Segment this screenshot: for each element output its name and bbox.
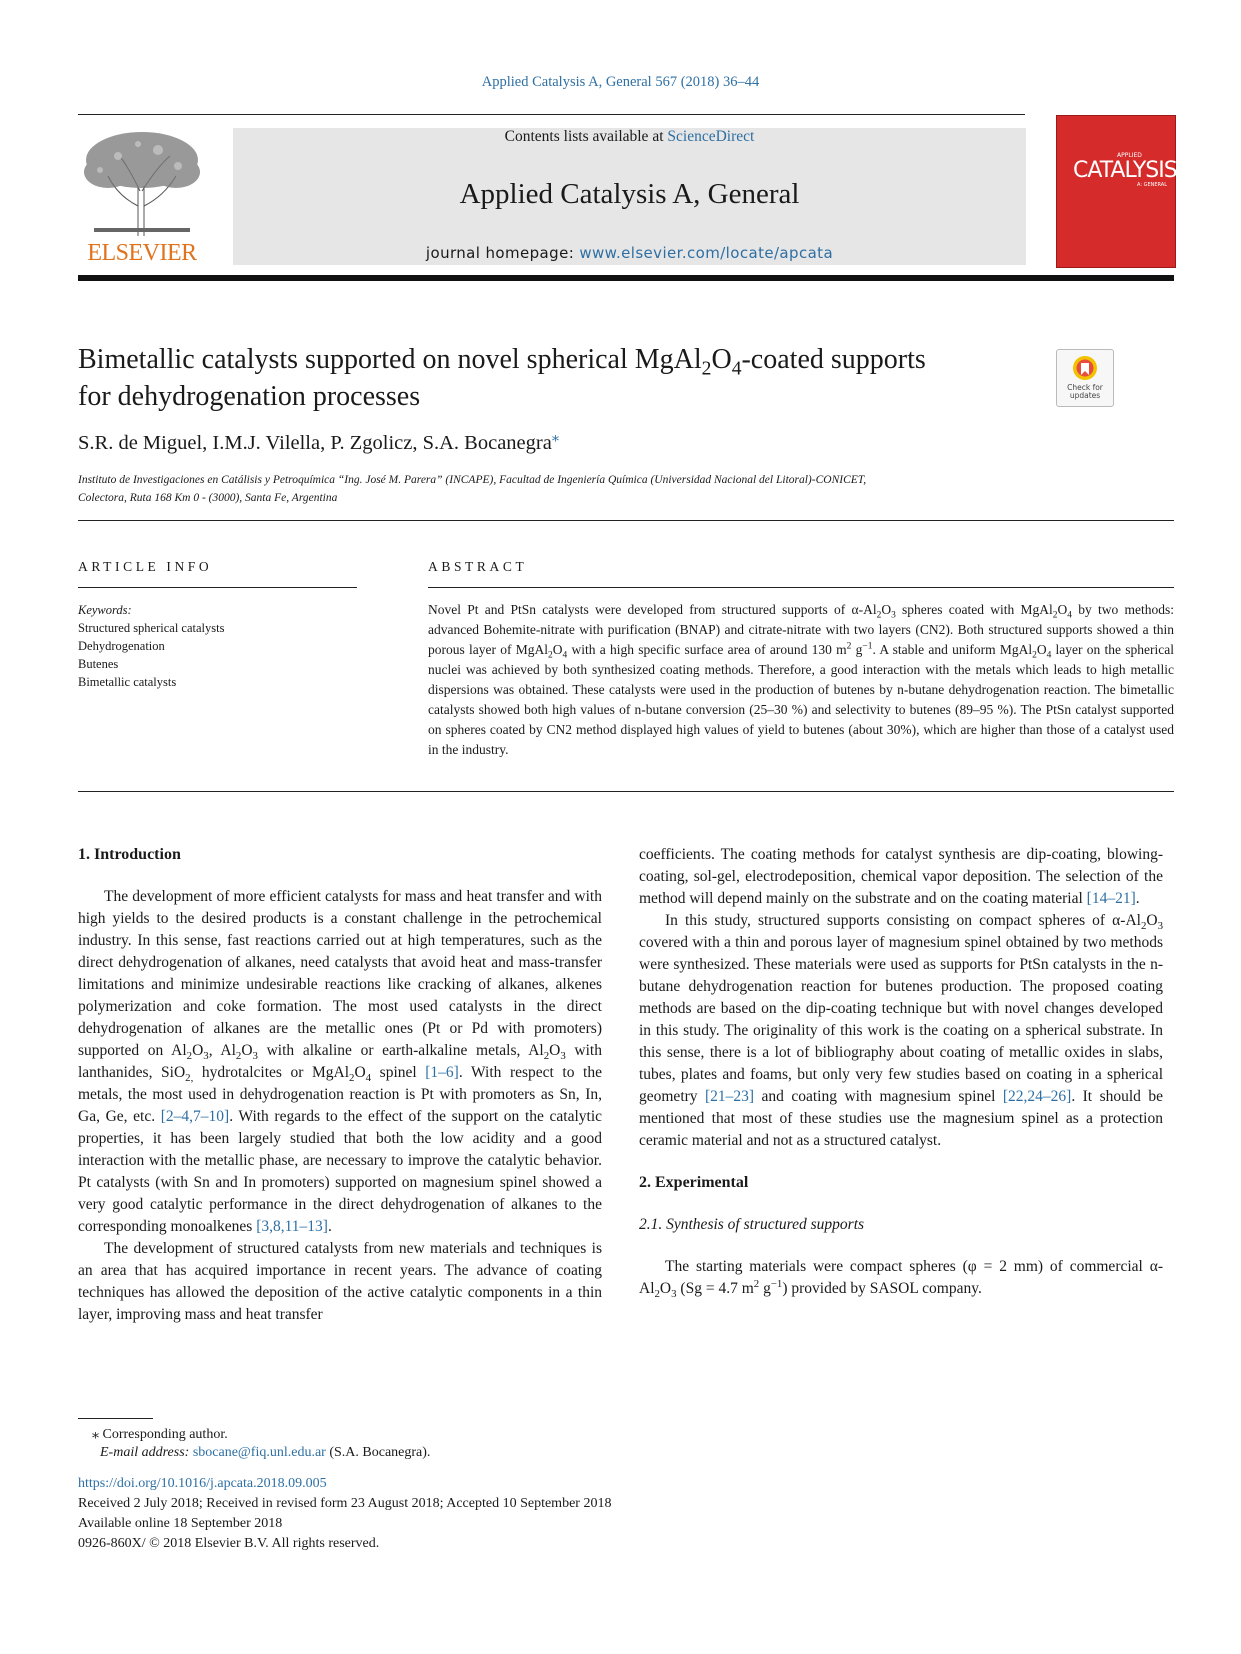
- bookmark-icon: [1072, 355, 1098, 383]
- contents-line: [233, 128, 1026, 146]
- paragraph: The starting materials were compact spheres (φ = 2 mm) of commercial $\alpha-Al_2O_3$ (Sg = 4.7 $m^2$ $g^{-1}$) provided by SASOL company.: [639, 1258, 1163, 1301]
- abstract-bottom-rule: [78, 791, 1174, 792]
- check-for-updates-button[interactable]: [1056, 349, 1114, 407]
- online-date: Available online 18 September 2018: [78, 1516, 283, 1531]
- doi-link[interactable]: https://doi.org/10.1016/j.apcata.2018.09.005: [78, 1476, 327, 1491]
- cover-title: CATALYSIS: [1073, 158, 1177, 183]
- body-left-column: [78, 844, 602, 1326]
- affiliation: Instituto de Investigaciones en Catálisis y Petroquímica “Ing. José M. Parera” (INCAPE), Facultad de Ingeniería Química (Universidad Nacional del Litoral)-CONICET, Colectora, Ruta 168 Km 0 - (3000), Santa Fe, Argentina: [78, 474, 867, 504]
- reference-link[interactable]: [1–6]: [425, 1064, 459, 1081]
- keyword-item: Bimetallic catalysts: [78, 675, 177, 689]
- affiliation-rule: [78, 520, 1174, 521]
- corresponding-author-note: ⁎ Corresponding author.: [92, 1427, 228, 1442]
- keyword-item: Dehydrogenation: [78, 639, 165, 653]
- section-heading-experimental: 2. Experimental: [639, 1174, 749, 1191]
- keyword-item: Butenes: [78, 657, 119, 671]
- author-list: S.R. de Miguel, I.M.J. Vilella, P. Zgolicz, S.A. Bocanegra⁎: [78, 429, 559, 454]
- article-info-heading: ARTICLE INFO: [78, 559, 213, 574]
- reference-link[interactable]: [3,8,11–13]: [256, 1218, 328, 1235]
- article-info-rule: [78, 587, 357, 588]
- reference-link[interactable]: [21–23]: [705, 1088, 755, 1105]
- copyright: 0926-860X/ © 2018 Elsevier B.V. All rights reserved.: [78, 1536, 380, 1551]
- paragraph: coefficients. The coating methods for catalyst synthesis are dip-coating, blowing-coating, sol-gel, electrodeposition, chemical vapor deposition. The selection of the method will depend mainly on the substrate and on the coating material [14–21].: [639, 846, 1163, 907]
- email-line: E-mail address: sbocane@fiq.unl.edu.ar (S.A. Bocanegra).: [100, 1445, 431, 1460]
- cover-small-text: APPLIED: [1117, 152, 1142, 159]
- subsection-heading: 2.1. Synthesis of structured supports: [639, 1216, 865, 1233]
- contents-prefix: Contents lists available at: [504, 128, 668, 145]
- reference-link[interactable]: [22,24–26]: [1002, 1088, 1072, 1105]
- check-updates-label: Check for updates: [1067, 383, 1103, 400]
- footnote-rule: [78, 1418, 153, 1419]
- keyword-item: Structured spherical catalysts: [78, 621, 225, 635]
- journal-citation[interactable]: Applied Catalysis A, General 567 (2018) 36–44: [481, 74, 760, 90]
- paragraph: The development of more efficient catalysts for mass and heat transfer and with high yields to the desired products is a constant challenge in the petrochemical industry. In this sense, fast reactions carried out at high temperatures, such as the direct dehydrogenation of alkanes, need catalysts that avoid heat and mass-transfer limitations and minimize undesirable reactions like cracking of alkanes, alkenes polymerization and coke formation. The most used catalysts in the direct dehydrogenation of alkanes are the metallic ones (Pt or Pd with promoters) supported on $Al_2O_3$, $Al_2O_3$ with alkaline or earth-alkaline metals, $Al_2O_3$ with lanthanides, SiO$_{2,}$ hydrotalcites or $MgAl_2O_4$ spinel [1–6]. With respect to the metals, the most used in dehydrogenation reaction is Pt with promoters as Sn, In, Ga, Ge, etc. [2–4,7–10]. With regards to the effect of the support on the catalytic properties, it has been largely studied that both the low acidity and a good interaction with the metallic phase, are necessary to improve the catalytic behavior. Pt catalysts (with Sn and In promoters) supported on magnesium spinel showed a very good catalytic performance in the direct dehydrogenation of alkanes to the corresponding monoalkenes [3,8,11–13].: [78, 888, 603, 1235]
- journal-header-box: [233, 128, 1026, 265]
- abstract-text: Novel Pt and PtSn catalysts were developed from structured supports of $\alpha-Al_2O_3$ spheres coated with $MgAl_2O_4$ by two methods: advanced Bohemite-nitrate with purification (BNAP) and citrate-nitrate with two layers (CN2). Both structured supports showed a thin porous layer of $MgAl_2O_4$ with a high specific surface area of around 130 $m^2$ $g^{-1}$. A stable and uniform $MgAl_2O_4$ layer on the spherical nuclei was achieved by both synthesized coating methods. Therefore, a good interaction with the metals which leads to high metallic dispersions was obtained. These catalysts were used in the production of butenes by n-butane dehydrogenation reaction. The bimetallic catalysts showed both high values of n-butane conversion (25–30 %) and selectivity to butenes (89–95 %). The PtSn catalyst supported on spheres coated by CN2 method displayed high values of yield to butenes (about 30%), which are higher than those of a catalyst used in the industry.: [428, 602, 1175, 757]
- received-dates: Received 2 July 2018; Received in revised form 23 August 2018; Accepted 10 September 2018: [78, 1496, 612, 1511]
- header-thick-rule: [78, 275, 1174, 281]
- journal-cover-thumbnail[interactable]: [1056, 115, 1176, 268]
- keywords-label: Keywords:: [78, 603, 132, 617]
- homepage-link[interactable]: www.elsevier.com/locate/apcata: [579, 244, 834, 262]
- sciencedirect-link[interactable]: ScienceDirect: [667, 128, 755, 145]
- corresponding-author-mark[interactable]: ⁎: [551, 429, 559, 446]
- article-title: Bimetallic catalysts supported on novel spherical $MgAl_2O_4$-coated supports for dehydrogenation processes: [78, 344, 926, 412]
- abstract-rule: [428, 587, 1174, 588]
- body-right-column: [639, 844, 1163, 1300]
- elsevier-wordmark: ELSEVIER: [87, 240, 197, 266]
- homepage-line: [233, 244, 1026, 262]
- reference-link[interactable]: [2–4,7–10]: [160, 1108, 230, 1125]
- abstract-heading: ABSTRACT: [428, 559, 528, 574]
- paragraph: The development of structured catalysts from new materials and techniques is an area that has acquired importance in recent years. The advance of coating techniques has allowed the deposition of the active catalytic components in a thin layer, improving mass and heat transfer: [78, 1240, 602, 1323]
- section-heading-introduction: 1. Introduction: [78, 846, 181, 863]
- email-link[interactable]: sbocane@fiq.unl.edu.ar: [192, 1445, 326, 1460]
- homepage-prefix: journal homepage:: [425, 244, 580, 262]
- header-top-rule: [78, 114, 1025, 115]
- reference-link[interactable]: [14–21]: [1086, 890, 1136, 907]
- journal-title: Applied Catalysis A, General: [459, 178, 800, 210]
- cover-subtitle: A: GENERAL: [1137, 182, 1168, 188]
- paragraph: In this study, structured supports consisting on compact spheres of $\alpha-Al_2O_3$ covered with a thin and porous layer of magnesium spinel obtained by two methods were synthesized. These materials were used as supports for PtSn catalysts in the n-butane dehydrogenation reaction for butenes production. The proposed coating methods are based on the dip-coating technique but with novel changes developed in this study. The originality of this work is the coating on a spherical substrate. In this sense, there is a lot of bibliography about coating of metallic oxides in slabs, tubes, plates and foams, but only very few studies based on coating in a spherical geometry [21–23] and coating with magnesium spinel [22,24–26]. It should be mentioned that most of these studies use the magnesium spinel as a protection ceramic material and not as a structured catalyst.: [639, 912, 1163, 1149]
